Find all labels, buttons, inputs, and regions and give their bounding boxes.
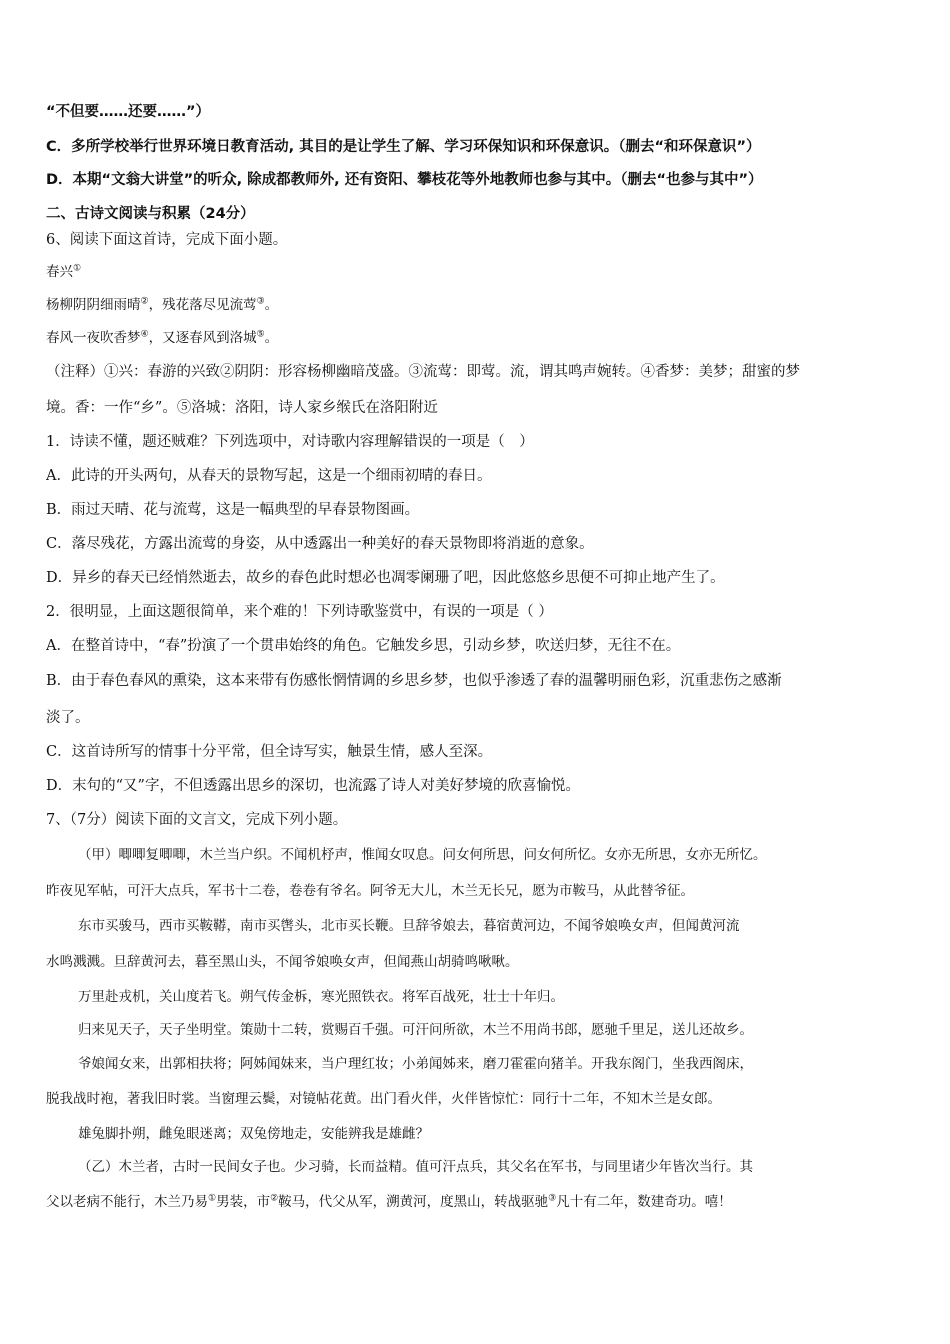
footnote-marker: ④ (140, 329, 149, 340)
poem-text: ，残花落尽见流莺 (148, 297, 257, 313)
passage-yi-line-1: （乙）木兰者，古时一民间女子也。少习骑，长而益精。值可汗点兵，其父名在军书，与同里诸少年皆次当行。其 (78, 1159, 753, 1175)
sub-question-1: 1．诗读不懂，题还贼难？下列选项中，对诗歌内容理解错误的一项是（ ） (46, 434, 534, 450)
passage-jia-line-2: 昨夜见军帖，可汗大点兵，军书十二卷，卷卷有爷名。阿爷无大儿，木兰无长兄，愿为市鞍马，从此替爷征。 (46, 883, 694, 899)
passage-text: 父以老病不能行，木兰乃易 (46, 1194, 208, 1210)
sub1-option-a: A．此诗的开头两句，从春天的景物写起，这是一个细雨初晴的春日。 (46, 468, 492, 484)
section-heading: 二、古诗文阅读与积累（24分） (46, 206, 255, 222)
passage-jia-line-9: 雄兔脚扑朔，雌兔眼迷离；双兔傍地走，安能辨我是雄雌？ (78, 1126, 429, 1142)
footnote-marker: ⑤ (256, 329, 265, 340)
passage-jia-line-7: 爷娘闻女来，出郭相扶将；阿姊闻妹来，当户理红妆；小弟闻姊来，磨刀霍霍向猪羊。开我东阁门，坐我西阁床， (78, 1056, 753, 1072)
footnote-marker: ③ (256, 296, 265, 307)
poem-text: ，又逐春风到洛城 (148, 330, 257, 346)
passage-jia-line-6: 归来见天子，天子坐明堂。策勋十二转，赏赐百千强。可汗问所欲，木兰不用尚书郎，愿驰千里足，送儿还故乡。 (78, 1022, 753, 1038)
sub2-option-b-line-1: B．由于春色春风的熏染，这本来带有伤感怅惘情调的乡思乡梦，也似乎渗透了春的温馨明丽色彩，沉重悲伤之感渐 (46, 673, 782, 689)
footnote-marker: ③ (548, 1193, 557, 1204)
sub1-option-b: B．雨过天晴、花与流莺，这是一幅典型的早春景物图画。 (46, 502, 420, 518)
footnote-marker: ① (208, 1193, 217, 1204)
poem-title-text: 春兴 (46, 264, 73, 280)
poem-text: 杨柳阴阴细雨晴 (46, 297, 141, 313)
sub1-option-d: D．异乡的春天已经悄然逝去，故乡的春色此时想必也凋零阑珊了吧，因此悠悠乡思便不可抑止地产生了。 (46, 570, 725, 586)
poem-text: 。 (264, 330, 279, 346)
poem-notes-line-1: （注释）①兴：春游的兴致②阴阴：形容杨柳幽暗茂盛。③流莺：即莺。流，谓其鸣声婉转。④香梦：美梦；甜蜜的梦 (46, 364, 800, 380)
poem-line-1 (46, 295, 908, 315)
poem-notes-line-2: 境。香：一作“乡”。⑤洛城：洛阳，诗人家乡缑氏在洛阳附近 (46, 400, 438, 416)
sub1-option-c: C．落尽残花，方露出流莺的身姿，从中透露出一种美好的春天景物即将消逝的意象。 (46, 536, 594, 552)
answer-option-d: D．本期“文翁大讲堂”的听众, 除成都教师外, 还有资阳、攀枝花等外地教师也参与其中。（删去“也参与其中”） (46, 172, 763, 188)
passage-jia-line-4: 水鸣溅溅。旦辞黄河去，暮至黑山头，不闻爷娘唤女声，但闻燕山胡骑鸣啾啾。 (46, 954, 519, 970)
sub-question-2: 2．很明显，上面这题很简单，来个难的！下列诗歌鉴赏中，有误的一项是（ ） (46, 604, 553, 620)
passage-jia-line-8: 脱我战时袍，著我旧时裳。当窗理云鬓，对镜帖花黄。出门看火伴，火伴皆惊忙：同行十二年，不知木兰是女郎。 (46, 1091, 721, 1107)
poem-line-2 (46, 328, 908, 348)
passage-text: 凡十有二年，数建奇功。嘻！ (556, 1194, 732, 1210)
sub2-option-a: A．在整首诗中，“春”扮演了一个贯串始终的角色。它触发乡思，引动乡梦，吹送归梦，无往不在。 (46, 638, 681, 654)
poem-text: 。 (264, 297, 279, 313)
footnote-marker: ① (73, 263, 82, 274)
passage-text: 男装，市 (216, 1194, 271, 1210)
passage-jia-line-3: 东市买骏马，西市买鞍鞯，南市买辔头，北市买长鞭。旦辞爷娘去，暮宿黄河边，不闻爷娘唤女声，但闻黄河流 (78, 918, 740, 934)
sub2-option-b-line-2: 淡了。 (46, 710, 90, 726)
passage-jia-line-1: （甲）唧唧复唧唧，木兰当户织。不闻机杼声，惟闻女叹息。问女何所思，问女何所忆。女亦无所思，女亦无所忆。 (78, 847, 767, 863)
sub2-option-d: D．末句的“又”字，不但透露出思乡的深切，也流露了诗人对美好梦境的欣喜愉悦。 (46, 778, 580, 794)
question-7-prompt: 7、（7分）阅读下面的文言文，完成下列小题。 (46, 812, 348, 828)
poem-text: 春风一夜吹香梦 (46, 330, 141, 346)
previous-answer-tail: “不但要……还要……”） (46, 104, 211, 120)
passage-jia-line-5: 万里赴戎机，关山度若飞。朔气传金柝，寒光照铁衣。将军百战死，壮士十年归。 (78, 989, 564, 1005)
sub2-option-c: C．这首诗所写的情事十分平常，但全诗写实，触景生情，感人至深。 (46, 744, 493, 760)
passage-yi-line-2 (46, 1192, 916, 1212)
poem-title (46, 262, 908, 282)
footnote-marker: ② (270, 1193, 279, 1204)
answer-option-c: C．多所学校举行世界环境日教育活动, 其目的是让学生了解、学习环保知识和环保意识。（删去“和环保意识”） (46, 139, 761, 155)
footnote-marker: ② (140, 296, 149, 307)
passage-text: 鞍马，代父从军，溯黄河，度黑山，转战驱驰 (278, 1194, 549, 1210)
question-6-prompt: 6、阅读下面这首诗，完成下面小题。 (46, 232, 288, 248)
